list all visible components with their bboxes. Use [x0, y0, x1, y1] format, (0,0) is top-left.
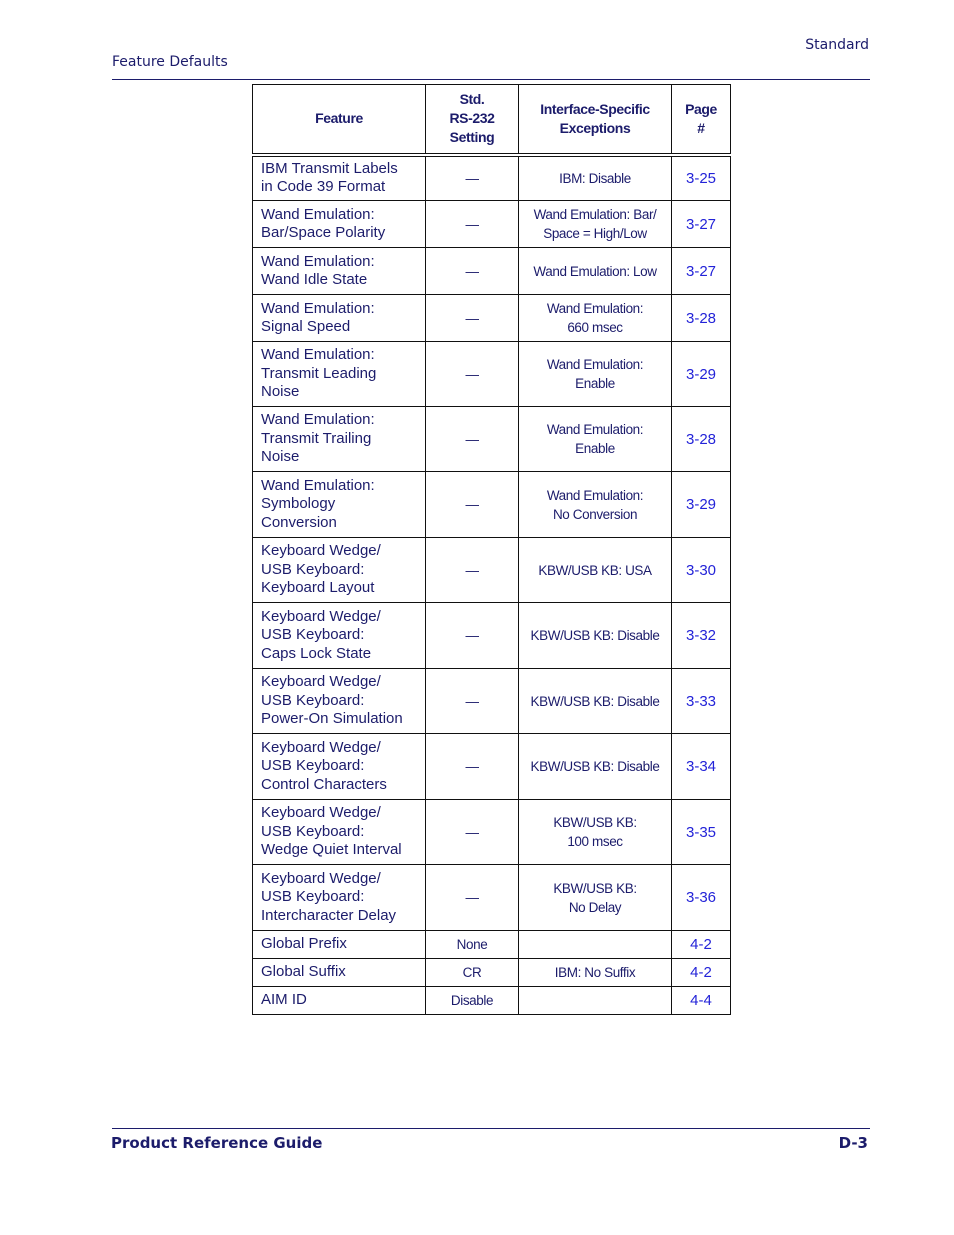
footer-guide-title: Product Reference Guide — [111, 1134, 323, 1152]
std-setting-cell: — — [426, 734, 519, 800]
exceptions-cell: KBW/USB KB: USA — [519, 538, 672, 603]
table-row — [253, 155, 731, 201]
std-setting-cell: — — [426, 865, 519, 931]
footer-divider — [112, 1128, 870, 1129]
table-row — [253, 538, 731, 603]
exceptions-cell — [519, 987, 672, 1015]
std-setting-cell: — — [426, 295, 519, 342]
page-link[interactable]: 3-36 — [672, 865, 731, 931]
exceptions-cell: IBM: Disable — [519, 155, 672, 201]
exceptions-cell: Wand Emulation: Enable — [519, 407, 672, 472]
column-header-feature: Feature — [253, 85, 426, 155]
exceptions-cell: KBW/USB KB: Disable — [519, 603, 672, 669]
exceptions-cell: KBW/USB KB: 100 msec — [519, 800, 672, 865]
std-setting-cell: — — [426, 342, 519, 407]
page-link[interactable]: 3-25 — [672, 155, 731, 201]
std-setting-cell: CR — [426, 959, 519, 987]
feature-cell: Keyboard Wedge/ USB Keyboard: Caps Lock State — [253, 603, 426, 669]
table-row — [253, 987, 731, 1015]
feature-cell: Wand Emulation: Transmit Leading Noise — [253, 342, 426, 407]
exceptions-cell: KBW/USB KB: Disable — [519, 669, 672, 734]
std-setting-cell: — — [426, 472, 519, 538]
page-link[interactable]: 3-30 — [672, 538, 731, 603]
feature-cell: Wand Emulation: Wand Idle State — [253, 248, 426, 295]
page-link[interactable]: 3-27 — [672, 201, 731, 248]
exceptions-cell: Wand Emulation: Enable — [519, 342, 672, 407]
std-setting-cell: — — [426, 201, 519, 248]
feature-cell: AIM ID — [253, 987, 426, 1015]
column-header-page: Page # — [672, 85, 731, 155]
page-link[interactable]: 3-28 — [672, 407, 731, 472]
page-link[interactable]: 3-29 — [672, 342, 731, 407]
feature-cell: Wand Emulation: Bar/Space Polarity — [253, 201, 426, 248]
table-row — [253, 472, 731, 538]
page-link[interactable]: 3-32 — [672, 603, 731, 669]
feature-cell: Keyboard Wedge/ USB Keyboard: Keyboard Layout — [253, 538, 426, 603]
std-setting-cell: — — [426, 603, 519, 669]
table-row — [253, 800, 731, 865]
page-link[interactable]: 3-34 — [672, 734, 731, 800]
feature-cell: Global Suffix — [253, 959, 426, 987]
table-row — [253, 959, 731, 987]
std-setting-cell: — — [426, 248, 519, 295]
exceptions-cell: Wand Emulation: No Conversion — [519, 472, 672, 538]
feature-cell: IBM Transmit Labels in Code 39 Format — [253, 155, 426, 201]
exceptions-cell: IBM: No Suffix — [519, 959, 672, 987]
page-link[interactable]: 3-35 — [672, 800, 731, 865]
exceptions-cell: Wand Emulation: Bar/ Space = High/Low — [519, 201, 672, 248]
feature-cell: Keyboard Wedge/ USB Keyboard: Control Characters — [253, 734, 426, 800]
page-link[interactable]: 4-4 — [672, 987, 731, 1015]
feature-cell: Wand Emulation: Transmit Trailing Noise — [253, 407, 426, 472]
table-row — [253, 248, 731, 295]
table-header-row — [253, 85, 731, 155]
table-row — [253, 669, 731, 734]
feature-cell: Keyboard Wedge/ USB Keyboard: Intercharacter Delay — [253, 865, 426, 931]
page-link[interactable]: 4-2 — [672, 931, 731, 959]
page-title: Feature Defaults — [112, 54, 228, 70]
exceptions-cell: KBW/USB KB: Disable — [519, 734, 672, 800]
page-link[interactable]: 3-27 — [672, 248, 731, 295]
exceptions-cell: Wand Emulation: 660 msec — [519, 295, 672, 342]
std-setting-cell: None — [426, 931, 519, 959]
table-row — [253, 295, 731, 342]
table-row — [253, 734, 731, 800]
feature-defaults-table — [252, 84, 731, 1015]
page-link[interactable]: 4-2 — [672, 959, 731, 987]
table-row — [253, 865, 731, 931]
section-label: Standard — [805, 37, 869, 53]
std-setting-cell: — — [426, 800, 519, 865]
feature-cell: Keyboard Wedge/ USB Keyboard: Power-On Simulation — [253, 669, 426, 734]
page-link[interactable]: 3-28 — [672, 295, 731, 342]
feature-cell: Wand Emulation: Symbology Conversion — [253, 472, 426, 538]
table-row — [253, 342, 731, 407]
column-header-exceptions: Interface-Specific Exceptions — [519, 85, 672, 155]
feature-cell: Wand Emulation: Signal Speed — [253, 295, 426, 342]
std-setting-cell: — — [426, 155, 519, 201]
page-link[interactable]: 3-29 — [672, 472, 731, 538]
std-setting-cell: Disable — [426, 987, 519, 1015]
exceptions-cell: KBW/USB KB: No Delay — [519, 865, 672, 931]
column-header-std-setting: Std. RS-232 Setting — [426, 85, 519, 155]
page-link[interactable]: 3-33 — [672, 669, 731, 734]
exceptions-cell — [519, 931, 672, 959]
feature-cell: Global Prefix — [253, 931, 426, 959]
table-row — [253, 931, 731, 959]
table-row — [253, 407, 731, 472]
table-row — [253, 201, 731, 248]
std-setting-cell: — — [426, 669, 519, 734]
feature-cell: Keyboard Wedge/ USB Keyboard: Wedge Quiet Interval — [253, 800, 426, 865]
std-setting-cell: — — [426, 407, 519, 472]
std-setting-cell: — — [426, 538, 519, 603]
footer-page-number: D-3 — [838, 1134, 868, 1152]
table-row — [253, 603, 731, 669]
header-divider — [112, 79, 870, 80]
exceptions-cell: Wand Emulation: Low — [519, 248, 672, 295]
